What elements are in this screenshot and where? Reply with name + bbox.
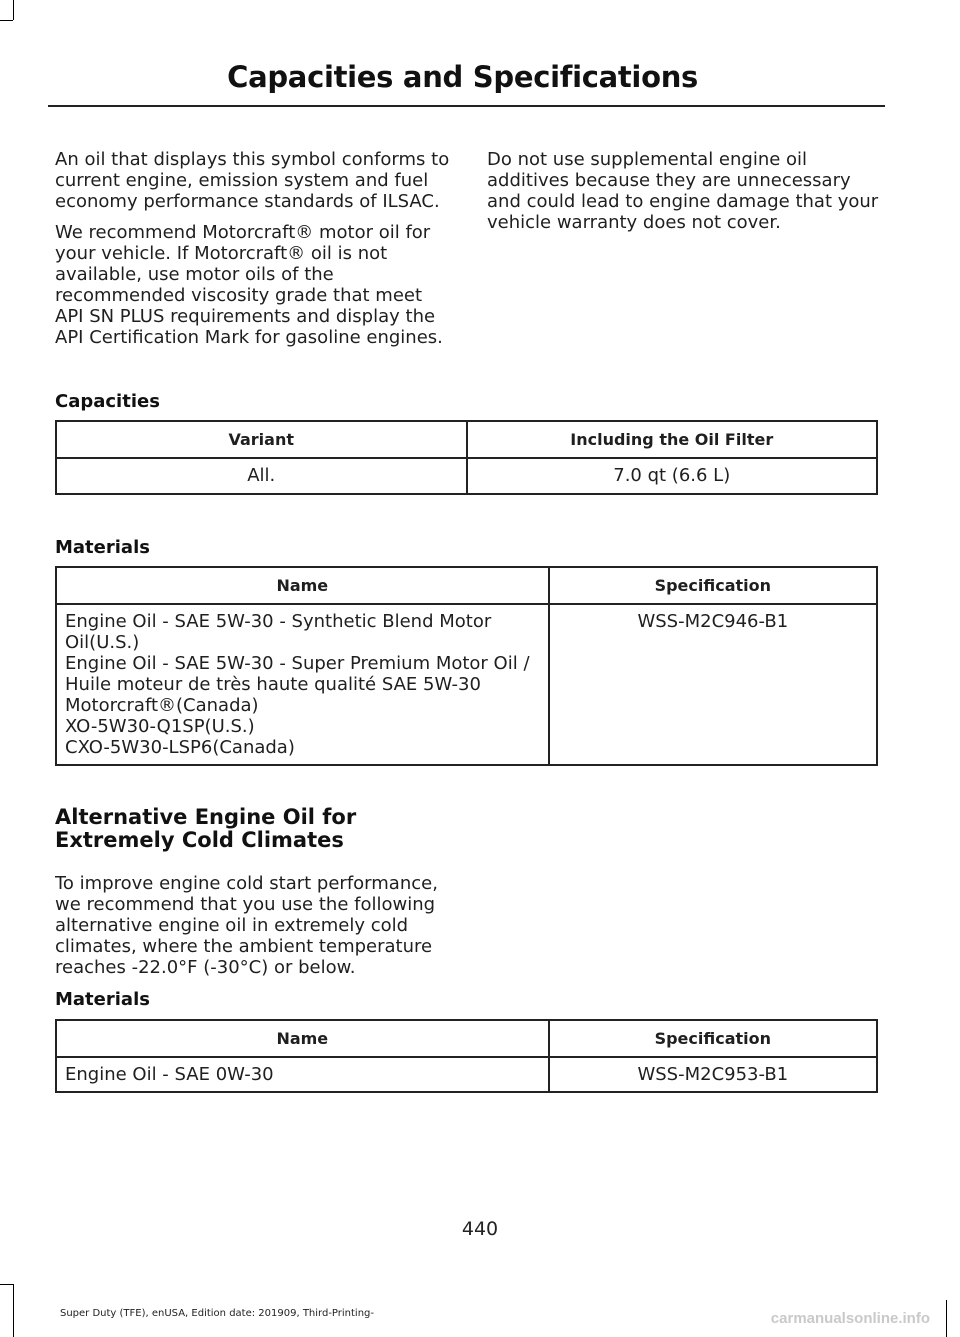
name-line: CXO-5W30-LSP6(Canada): [65, 737, 295, 758]
cell-variant: All.: [56, 458, 467, 494]
table-row: [56, 604, 877, 765]
cell-name: [56, 604, 549, 765]
cell-specification: WSS-M2C953-B1: [549, 1057, 877, 1092]
materials-table: [55, 566, 878, 766]
column-header-name: Name: [56, 1020, 549, 1057]
cell-specification: WSS-M2C946-B1: [549, 604, 877, 765]
footer-edition-info: Super Duty (TFE), enUSA, Edition date: 201909, Third-Printing-: [60, 1308, 375, 1319]
table-header-row: [56, 567, 877, 604]
intro-left-column: [55, 149, 450, 358]
name-line: Engine Oil - SAE 5W-30 - Super Premium Motor Oil / Huile moteur de très haute qualité SAE 5W-30 Motorcraft®(Canada): [65, 653, 530, 716]
table-row: [56, 1057, 877, 1092]
table-header-row: [56, 421, 877, 458]
column-header-variant: Variant: [56, 421, 467, 458]
additives-paragraph: Do not use supplemental engine oil additives because they are unnecessary and could lead to engine damage that your vehicle warranty does not cover.: [487, 149, 879, 233]
page-title: Capacities and Specifications: [227, 60, 698, 94]
name-line: XO-5W30-Q1SP(U.S.): [65, 716, 255, 737]
column-header-specification: Specification: [549, 567, 877, 604]
page-number: 440: [461, 1218, 499, 1240]
table-header-row: [56, 1020, 877, 1057]
alternative-oil-title: Alternative Engine Oil for Extremely Cold Climates: [55, 805, 357, 852]
crop-mark-bottom-left: [13, 1284, 14, 1337]
watermark: carmanualsonline.info: [770, 1310, 930, 1327]
materials-heading-2: Materials: [55, 989, 150, 1010]
table-row: [56, 458, 877, 494]
crop-mark-bottom-right: [946, 1300, 947, 1337]
alternative-oil-paragraph: To improve engine cold start performance, we recommend that you use the following alternative engine oil in extremely cold climates, where the ambient temperature reaches -22.0°F (-30°C) or below.: [55, 873, 438, 978]
materials-heading: Materials: [55, 537, 150, 558]
ilsac-paragraph: An oil that displays this symbol conforms to current engine, emission system and fuel economy performance standards of ILSAC.: [55, 149, 450, 212]
crop-mark-top-left: [13, 0, 14, 20]
column-header-specification: Specification: [549, 1020, 877, 1057]
capacities-heading: Capacities: [55, 391, 160, 412]
motorcraft-paragraph: We recommend Motorcraft® motor oil for your vehicle. If Motorcraft® oil is not available, use motor oils of the recommended viscosity grade that meet API SN PLUS requirements and display the API Certification Mark for gasoline engines.: [55, 222, 443, 348]
crop-mark-top-left-h: [0, 20, 13, 21]
header-divider: [48, 105, 885, 107]
cell-capacity: 7.0 qt (6.6 L): [467, 458, 878, 494]
crop-mark-bottom-left-h: [0, 1284, 13, 1285]
column-header-including-oil-filter: Including the Oil Filter: [467, 421, 878, 458]
materials-table-2: [55, 1019, 878, 1093]
column-header-name: Name: [56, 567, 549, 604]
name-line: Engine Oil - SAE 5W-30 - Synthetic Blend Motor Oil(U.S.): [65, 611, 492, 653]
capacities-table: [55, 420, 878, 495]
cell-name: Engine Oil - SAE 0W-30: [56, 1057, 549, 1092]
intro-right-column: [487, 149, 882, 243]
